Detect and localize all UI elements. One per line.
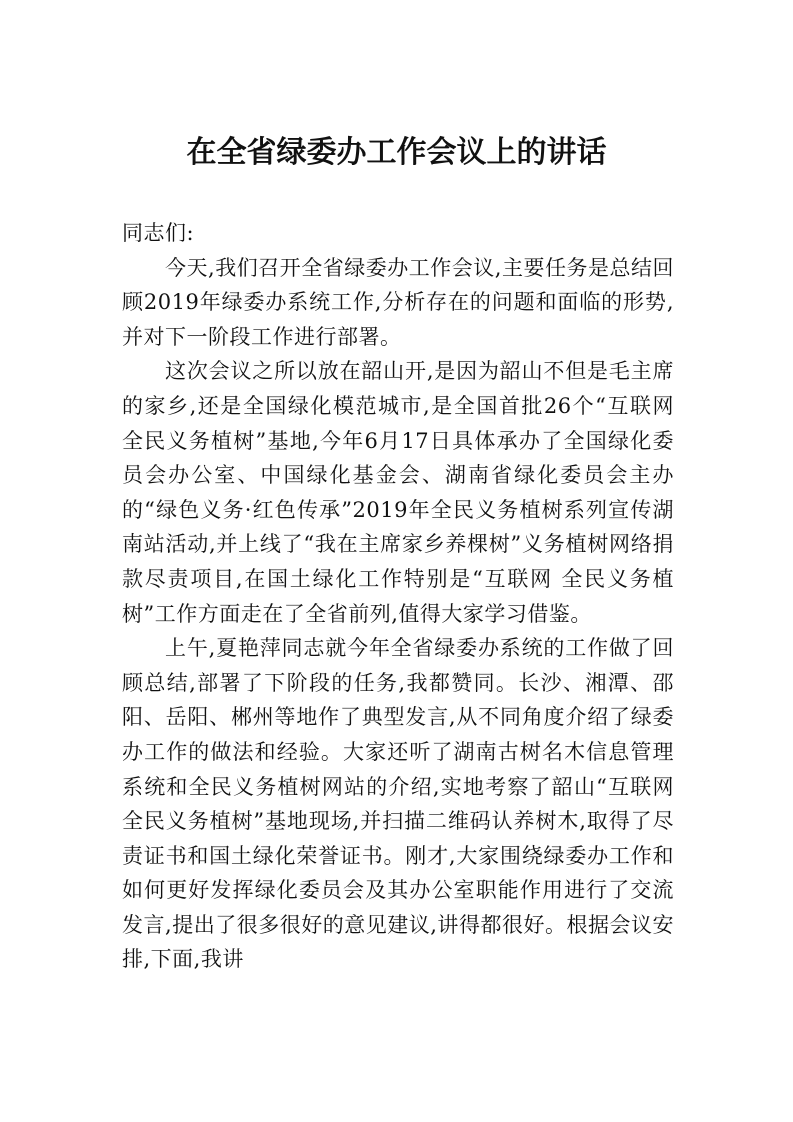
paragraph-venue: 这次会议之所以放在韶山开,是因为韶山不但是毛主席的家乡,还是全国绿化模范城市,是全国首批26个“互联网 全民义务植树”基地,今年6月17日具体承办了全国绿化委员会办公室、中国绿化基金会、湖南省绿化委员会主办的“绿色义务·红色传承”2019年全民义务植树系列宣传湖南站活动,并上线了“我在主席家乡养棵树”义务植树网络捐款尽责项目,在国土绿化工作特别是“互联网 全民义务植树”工作方面走在了全省前列,值得大家学习借鉴。 bbox=[122, 359, 674, 626]
paragraph-opening: 今天,我们召开全省绿委办工作会议,主要任务是总结回顾2019年绿委办系统工作,分析存在的问题和面临的形势,并对下一阶段工作进行部署。 bbox=[122, 255, 674, 349]
salutation: 同志们: bbox=[122, 221, 195, 245]
document-body bbox=[122, 216, 674, 977]
paragraph-review: 上午,夏艳萍同志就今年全省绿委办系统的工作做了回顾总结,部署了下阶段的任务,我都赞同。长沙、湘潭、邵阳、岳阳、郴州等地作了典型发言,从不同角度介绍了绿委办工作的做法和经验。大家还听了湖南古树名木信息管理系统和全民义务植树网站的介绍,实地考察了韶山“互联网 全民义务植树”基地现场,并扫描二维码认养树木,取得了尽责证书和国土绿化荣誉证书。刚才,大家围绕绿委办工作和如何更好发挥绿化委员会及其办公室职能作用进行了交流发言,提出了很多很好的意见建议,讲得都很好。根据会议安排,下面,我讲 bbox=[122, 636, 674, 972]
document-title: 在全省绿委办工作会议上的讲话 bbox=[186, 135, 607, 170]
